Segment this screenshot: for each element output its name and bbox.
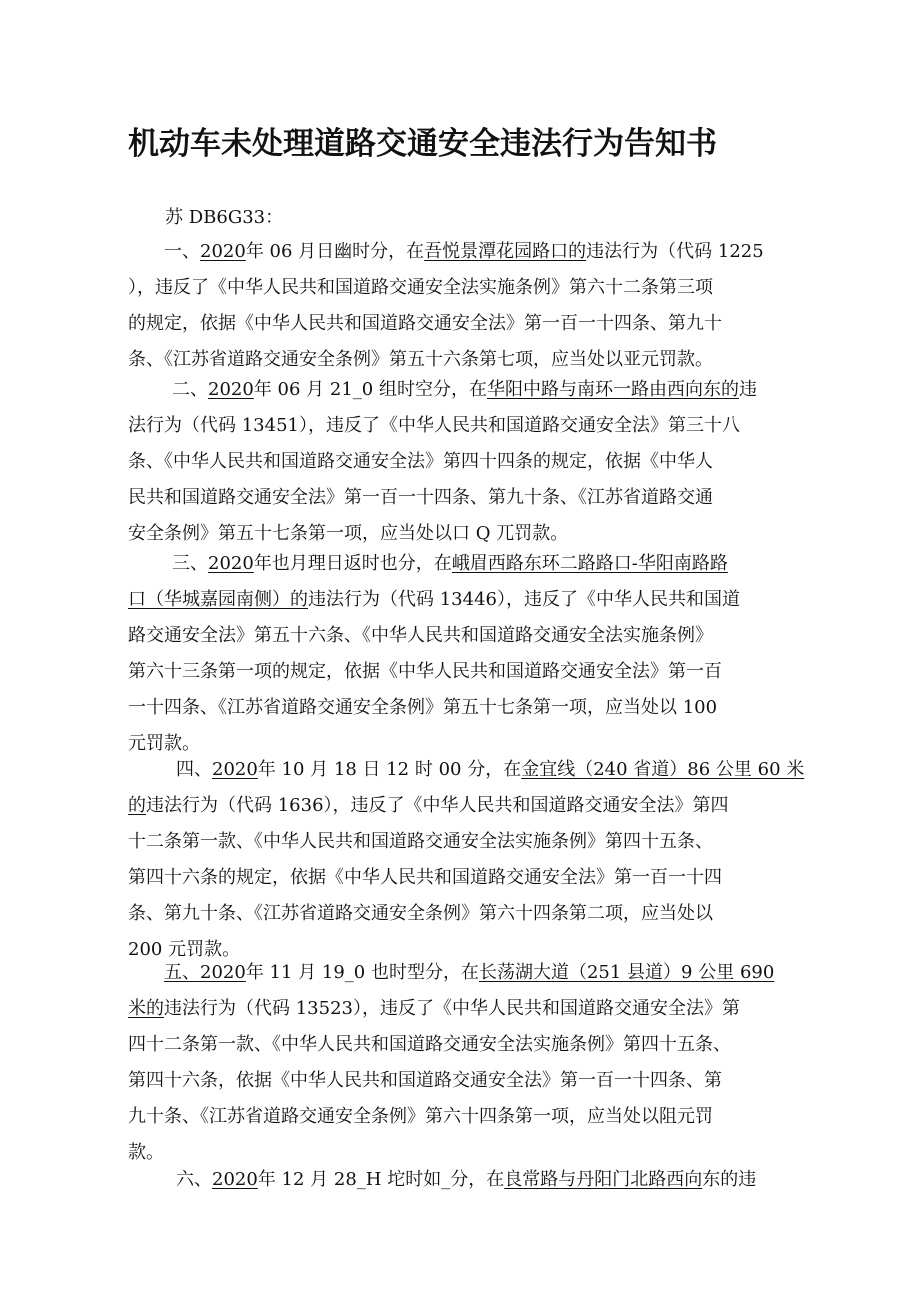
text-run: 一十四条、《江苏省道路交通安全条例》第五十七条第一项，应当处以 100 — [128, 697, 718, 718]
text-run: 200 元罚款。 — [128, 939, 241, 960]
paragraph-line — [128, 654, 800, 690]
paragraph-line — [128, 752, 805, 788]
paragraph-line — [128, 618, 800, 654]
text-run: 违法行为（代码 1636），违反了《中华人民共和国道路交通安全法》第四 — [146, 795, 729, 816]
underlined-text: 米的 — [128, 998, 164, 1019]
paragraph-line — [128, 991, 800, 1027]
underlined-text: 吾悦景潭花园路口的 — [424, 241, 587, 262]
paragraph-line — [128, 1027, 800, 1063]
underlined-text: 口（华城嘉园南侧）的 — [128, 589, 308, 610]
violation-item-2 — [128, 372, 800, 552]
text-run: 十二条第一款、《中华人民共和国道路交通安全法实施条例》第四十五条、 — [128, 831, 713, 852]
violation-item-1 — [128, 234, 800, 378]
text-run: 年 06 月 21_0 组时空分，在 — [253, 379, 487, 400]
paragraph-line — [128, 1063, 800, 1099]
text-run: 法行为（代码 13451），违反了《中华人民共和国道路交通安全法》第三十八 — [128, 415, 740, 436]
underlined-text: 2020 — [212, 759, 258, 780]
paragraph-line — [128, 788, 800, 824]
text-run: 四十二条第一款、《中华人民共和国道路交通安全法实施条例》第四十五条、 — [128, 1034, 731, 1055]
underlined-text: 五、 — [164, 962, 200, 983]
text-run: 四、 — [176, 759, 212, 780]
underlined-text: 2020 — [208, 553, 254, 574]
text-run: 年也月理日返时也分，在 — [253, 553, 452, 574]
paragraph-line — [128, 1099, 800, 1135]
text-run: ），违反了《中华人民共和国道路交通安全法实施条例》第六十二条第三项 — [128, 277, 713, 298]
text-run: 违 — [738, 379, 757, 400]
paragraph-line — [128, 372, 800, 408]
underlined-text: 良常路与丹阳门北路西向 — [504, 1169, 703, 1190]
paragraph-line — [128, 860, 800, 896]
paragraph-line — [128, 582, 800, 618]
paragraph-line — [128, 955, 800, 991]
text-run: 安全条例》第五十七条第一项，应当处以口 Q 兀罚款。 — [128, 523, 569, 544]
text-run: 违法行为（代码 13446），违反了《中华人民共和国道 — [308, 589, 740, 610]
underlined-text: 2020 — [212, 1169, 258, 1190]
paragraph-line — [128, 824, 800, 860]
paragraph-line — [128, 270, 800, 306]
plate-number-salutation: 苏 DB6G33： — [165, 207, 284, 228]
text-run: 东的违 — [702, 1169, 757, 1190]
paragraph-line — [128, 234, 800, 270]
paragraph-line — [128, 444, 800, 480]
text-run: 三、 — [172, 553, 208, 574]
violation-item-5 — [128, 955, 800, 1171]
document-title: 机动车未处理道路交通安全违法行为告知书 — [128, 126, 717, 162]
violation-item-3 — [128, 546, 800, 762]
underlined-text: 2020 — [200, 241, 246, 262]
text-run: 年 12 月 28_H 坨时如_分，在 — [257, 1169, 505, 1190]
paragraph-line — [128, 1162, 800, 1198]
text-run: 一、 — [164, 241, 200, 262]
underlined-text: 华阳中路与南环一路由西向东的 — [486, 379, 739, 400]
text-run: 条、第九十条、《江苏省道路交通安全条例》第六十四条第二项，应当处以 — [128, 903, 713, 924]
paragraph-line — [128, 690, 800, 726]
paragraph-line — [128, 480, 800, 516]
underlined-text: 的 — [128, 795, 146, 816]
text-run: 第六十三条第一项的规定，依据《中华人民共和国道路交通安全法》第一百 — [128, 661, 722, 682]
text-run: 第四十六条的规定，依据《中华人民共和国道路交通安全法》第一百一十四 — [128, 867, 722, 888]
text-run: 二、 — [172, 379, 208, 400]
underlined-text: 金宜线（240 省道）86 公里 60 米 — [521, 759, 805, 780]
text-run: 路交通安全法》第五十六条、《中华人民共和国道路交通安全法实施条例》 — [128, 625, 713, 646]
text-run: 年 10 月 18 日 12 时 00 分，在 — [257, 759, 522, 780]
text-run: 六、 — [176, 1169, 212, 1190]
text-run: 九十条、《江苏省道路交通安全条例》第六十四条第一项，应当处以阻元罚 — [128, 1106, 713, 1127]
paragraph-line — [128, 896, 800, 932]
text-run: 年 11 月 19_0 也时型分，在 — [245, 962, 479, 983]
text-run: 的规定，依据《中华人民共和国道路交通安全法》第一百一十四条、第九十 — [128, 313, 722, 334]
text-run: 条、《中华人民共和国道路交通安全法》第四十四条的规定，依据《中华人 — [128, 451, 713, 472]
violation-item-4 — [128, 752, 805, 968]
text-run: 民共和国道路交通安全法》第一百一十四条、第九十条、《江苏省道路交通 — [128, 487, 713, 508]
paragraph-line — [128, 546, 800, 582]
text-run: 年 06 月日幽时分，在 — [245, 241, 425, 262]
paragraph-line — [128, 306, 800, 342]
text-run: 违法行为（代码 1225 — [586, 241, 764, 262]
paragraph-line — [128, 408, 800, 444]
underlined-text: 2020 — [200, 962, 246, 983]
underlined-text: 峨眉西路东环二路路口-华阳南路路 — [451, 553, 728, 574]
text-run: 条、《江苏省道路交通安全条例》第五十六条第七项，应当处以亚元罚款。 — [128, 349, 713, 370]
underlined-text: 长荡湖大道（251 县道）9 公里 690 — [478, 962, 775, 983]
underlined-text: 2020 — [208, 379, 254, 400]
text-run: 第四十六条，依据《中华人民共和国道路交通安全法》第一百一十四条、第 — [128, 1070, 722, 1091]
text-run: 违法行为（代码 13523），违反了《中华人民共和国道路交通安全法》第 — [164, 998, 740, 1019]
text-run: 元罚款。 — [128, 733, 200, 754]
violation-item-6 — [128, 1162, 800, 1198]
text-run: 款。 — [128, 1142, 164, 1163]
